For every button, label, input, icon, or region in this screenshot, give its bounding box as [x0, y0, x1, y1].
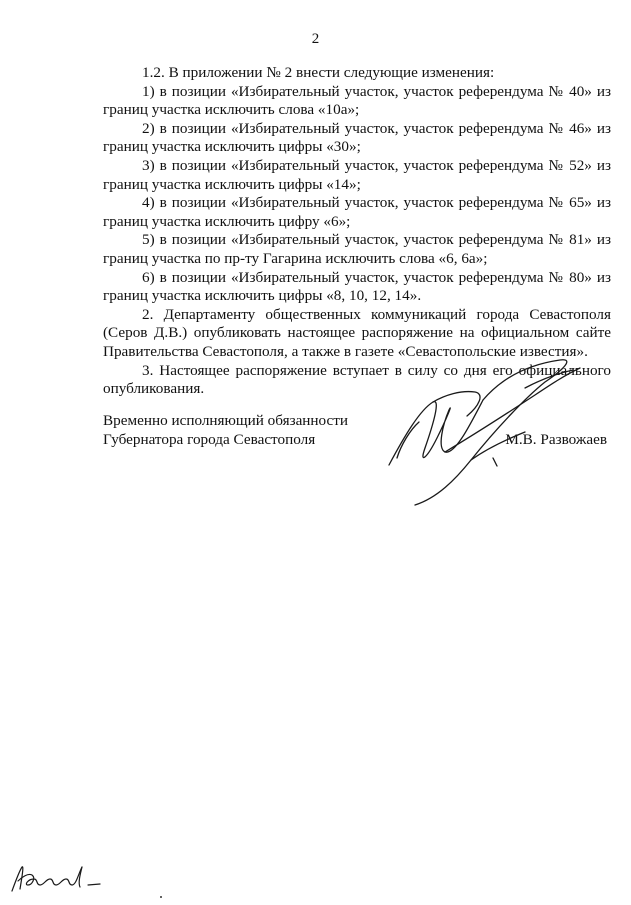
paragraph-item-6: 6) в позиции «Избирательный участок, участок референдума № 80» из границ участка исключить цифры «8, 10, 12, 14». [103, 268, 611, 305]
paragraph-item-3: 3) в позиции «Избирательный участок, участок референдума № 52» из границ участка исключить цифры «14»; [103, 156, 611, 193]
paragraph-1-2-intro: 1.2. В приложении № 2 внести следующие изменения: [142, 64, 495, 81]
handwritten-signature [375, 340, 631, 515]
page-number: 2 [311, 31, 320, 47]
paragraph-item-2: 2) в позиции «Избирательный участок, участок референдума № 46» из границ участка исключить цифры «30»; [103, 119, 611, 156]
signatory-position [103, 412, 348, 449]
signatory-name: М.В. Развожаев [505, 431, 607, 448]
signatory-position-line-1: Временно исполняющий обязанности [103, 412, 349, 429]
paragraph-2-publication: 2. Департаменту общественных коммуникаций города Севастополя (Серов Д.В.) опубликовать настоящее распоряжение на официальном сайте Правительства Севастополя, а также в газете «Севастопольские известия». [103, 305, 611, 360]
page-speck [160, 896, 162, 898]
paragraph-item-4: 4) в позиции «Избирательный участок, участок референдума № 65» из границ участка исключить цифру «6»; [103, 194, 611, 230]
handwritten-initials [8, 855, 108, 900]
signatory-position-line-2: Губернатора города Севастополя [103, 430, 316, 448]
paragraph-item-1: 1) в позиции «Избирательный участок, участок референдума № 40» из границ участка исключить слова «10а»; [103, 82, 611, 119]
paragraph-3-effective: 3. Настоящее распоряжение вступает в силу со дня его официального опубликования. [103, 361, 611, 398]
paragraph-item-5: 5) в позиции «Избирательный участок, участок референдума № 81» из границ участка по пр-ту Гагарина исключить слова «6, 6а»; [103, 231, 611, 267]
